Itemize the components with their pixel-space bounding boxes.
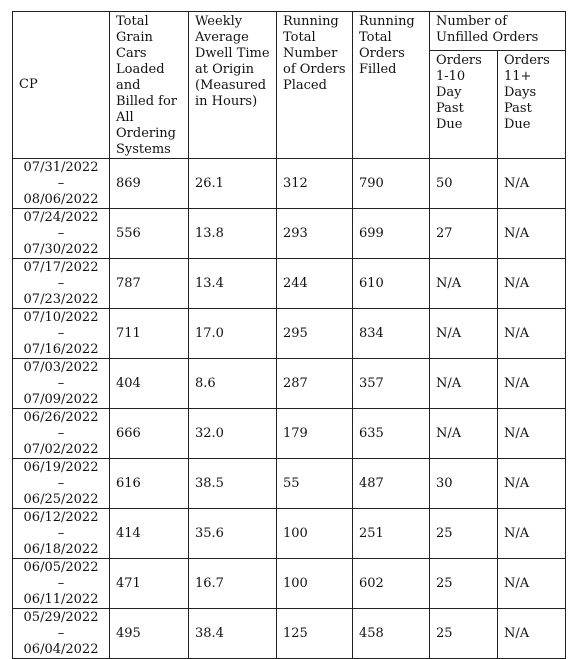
cell-orders-filled: 610 [353,259,430,309]
cell-date-range [13,459,110,509]
date-dash: – [57,625,65,641]
table-wrapper [12,11,566,659]
cell-unfilled-11-plus: N/A [498,459,566,509]
date-dash: – [57,525,65,541]
cell-unfilled-11-plus: N/A [498,159,566,209]
cell-dwell-time: 38.4 [189,609,277,659]
cell-orders-placed: 287 [277,359,353,409]
cell-unfilled-11-plus: N/A [498,359,566,409]
header-cp: CP [13,12,110,159]
cell-unfilled-1-10: N/A [430,309,498,359]
table-row [13,209,566,259]
date-dash: – [57,425,65,441]
cell-orders-filled: 834 [353,309,430,359]
date-start: 05/29/2022 [23,609,99,625]
date-dash: – [57,475,65,491]
cell-unfilled-11-plus: N/A [498,259,566,309]
cell-unfilled-11-plus: N/A [498,309,566,359]
table-row [13,559,566,609]
cell-dwell-time: 16.7 [189,559,277,609]
table-row [13,259,566,309]
cell-orders-placed: 295 [277,309,353,359]
date-start: 07/10/2022 [23,309,99,325]
date-start: 07/24/2022 [23,209,99,225]
date-start: 07/31/2022 [23,159,99,175]
cell-unfilled-11-plus: N/A [498,509,566,559]
cell-orders-placed: 312 [277,159,353,209]
cell-date-range [13,409,110,459]
date-end: 06/18/2022 [23,541,99,557]
cell-orders-placed: 293 [277,209,353,259]
cell-orders-filled: 699 [353,209,430,259]
date-end: 06/11/2022 [23,591,99,607]
date-dash: – [57,225,65,241]
grain-cars-table [12,11,566,659]
cell-total-cars: 556 [110,209,189,259]
cell-orders-filled: 251 [353,509,430,559]
cell-total-cars: 404 [110,359,189,409]
cell-orders-placed: 100 [277,509,353,559]
date-start: 06/26/2022 [23,409,99,425]
date-start: 06/05/2022 [23,559,99,575]
table-body [13,159,566,659]
header-unfilled-orders: Number of Unfilled Orders [430,12,566,51]
date-dash: – [57,575,65,591]
table-row [13,609,566,659]
date-end: 08/06/2022 [23,191,99,207]
cell-dwell-time: 32.0 [189,409,277,459]
header-row-1 [13,12,566,51]
cell-dwell-time: 13.4 [189,259,277,309]
cell-date-range [13,359,110,409]
cell-orders-filled: 458 [353,609,430,659]
header-unfilled-11-plus: Orders 11+ Days Past Due [498,50,566,158]
cell-date-range [13,609,110,659]
cell-dwell-time: 35.6 [189,509,277,559]
cell-unfilled-1-10: 25 [430,509,498,559]
cell-orders-filled: 790 [353,159,430,209]
header-dwell-time: Weekly Average Dwell Time at Origin (Measured in Hours) [189,12,277,159]
header-orders-placed: Running Total Number of Orders Placed [277,12,353,159]
cell-orders-placed: 100 [277,559,353,609]
cell-dwell-time: 26.1 [189,159,277,209]
cell-unfilled-1-10: 27 [430,209,498,259]
cell-date-range [13,509,110,559]
table-row [13,309,566,359]
date-dash: – [57,375,65,391]
cell-orders-filled: 602 [353,559,430,609]
cell-total-cars: 616 [110,459,189,509]
cell-total-cars: 414 [110,509,189,559]
cell-unfilled-11-plus: N/A [498,609,566,659]
date-end: 07/23/2022 [23,291,99,307]
date-end: 06/04/2022 [23,641,99,657]
table-row [13,509,566,559]
cell-unfilled-11-plus: N/A [498,559,566,609]
cell-unfilled-11-plus: N/A [498,209,566,259]
cell-dwell-time: 8.6 [189,359,277,409]
table-row [13,459,566,509]
cell-unfilled-1-10: 25 [430,609,498,659]
date-start: 07/17/2022 [23,259,99,275]
cell-unfilled-1-10: 30 [430,459,498,509]
cell-dwell-time: 13.8 [189,209,277,259]
header-unfilled-1-10: Orders 1-10 Day Past Due [430,50,498,158]
cell-orders-placed: 125 [277,609,353,659]
table-row [13,159,566,209]
table-row [13,409,566,459]
cell-date-range [13,309,110,359]
date-end: 07/30/2022 [23,241,99,257]
cell-orders-placed: 55 [277,459,353,509]
date-start: 07/03/2022 [23,359,99,375]
cell-unfilled-1-10: N/A [430,259,498,309]
header-total-cars: Total Grain Cars Loaded and Billed for All Ordering Systems [110,12,189,159]
cell-unfilled-11-plus: N/A [498,409,566,459]
cell-orders-placed: 179 [277,409,353,459]
cell-date-range [13,559,110,609]
date-end: 07/09/2022 [23,391,99,407]
cell-unfilled-1-10: 25 [430,559,498,609]
cell-orders-filled: 357 [353,359,430,409]
date-dash: – [57,175,65,191]
cell-total-cars: 495 [110,609,189,659]
date-start: 06/12/2022 [23,509,99,525]
cell-date-range [13,159,110,209]
cell-unfilled-1-10: N/A [430,409,498,459]
cell-total-cars: 787 [110,259,189,309]
date-dash: – [57,325,65,341]
cell-total-cars: 711 [110,309,189,359]
date-start: 06/19/2022 [23,459,99,475]
cell-unfilled-1-10: N/A [430,359,498,409]
date-end: 07/16/2022 [23,341,99,357]
cell-date-range [13,209,110,259]
cell-total-cars: 471 [110,559,189,609]
date-dash: – [57,275,65,291]
date-end: 07/02/2022 [23,441,99,457]
cell-orders-filled: 635 [353,409,430,459]
header-orders-filled: Running Total Orders Filled [353,12,430,159]
table-row [13,359,566,409]
cell-total-cars: 666 [110,409,189,459]
cell-orders-placed: 244 [277,259,353,309]
cell-dwell-time: 38.5 [189,459,277,509]
cell-date-range [13,259,110,309]
cell-orders-filled: 487 [353,459,430,509]
cell-dwell-time: 17.0 [189,309,277,359]
cell-total-cars: 869 [110,159,189,209]
date-end: 06/25/2022 [23,491,99,507]
cell-unfilled-1-10: 50 [430,159,498,209]
